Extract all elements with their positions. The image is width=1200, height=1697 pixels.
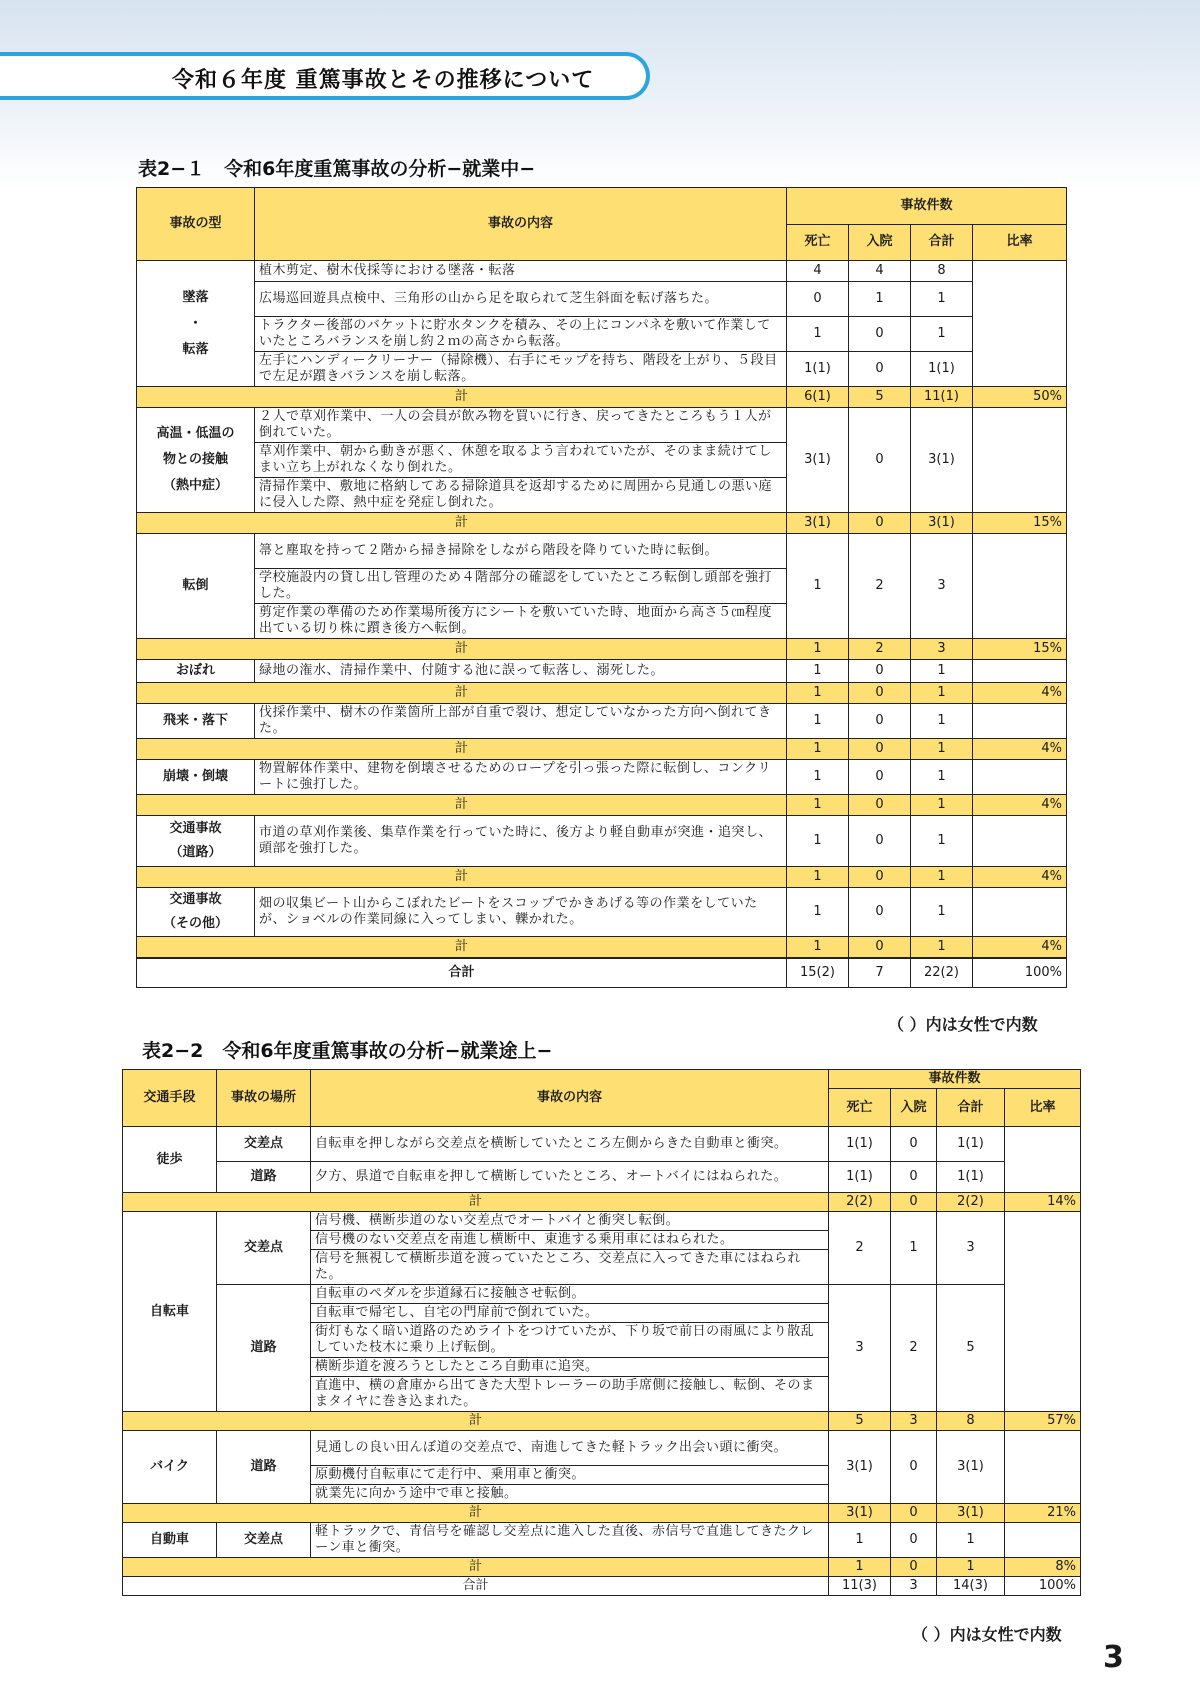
grand-total-ratio: 100% xyxy=(1005,1577,1081,1596)
subtotal-ratio: 50% xyxy=(973,387,1067,408)
col-header-total: 合計 xyxy=(937,1089,1005,1127)
ratio-cell xyxy=(1005,1212,1081,1412)
accident-type-cell xyxy=(137,888,255,937)
col-header-ratio: 比率 xyxy=(973,224,1067,261)
subtotal-row xyxy=(137,683,1067,704)
place-cell: 交差点 xyxy=(217,1212,311,1285)
accident-content: 自転車で帰宅し、自宅の門扉前で倒れていた。 xyxy=(311,1304,829,1323)
hospital-count: 0 xyxy=(849,704,911,739)
hospital-count: 1 xyxy=(891,1212,937,1285)
col-header-content: 事故の内容 xyxy=(311,1070,829,1127)
ratio-cell xyxy=(973,408,1067,513)
accident-content: 物置解体作業中、建物を倒壊させるためのロープを引っ張った際に転倒し、コンクリートに強打した。 xyxy=(255,760,787,795)
table1-header-row xyxy=(137,188,1067,225)
accident-content: 市道の草刈作業後、集草作業を行っていた時に、後方より軽自動車が突進・追突し、頭部を強打した。 xyxy=(255,816,787,867)
table-row xyxy=(123,1431,1081,1466)
subtotal-ratio: 57% xyxy=(1005,1412,1081,1431)
subtotal-ratio: 21% xyxy=(1005,1504,1081,1523)
subtotal-label: 計 xyxy=(137,937,787,959)
subtotal-hospital: 0 xyxy=(849,937,911,959)
subtotal-label: 計 xyxy=(123,1193,829,1212)
hospital-count: 0 xyxy=(891,1431,937,1504)
accident-content: 直進中、横の倉庫から出てきた大型トレーラーの助手席側に接触し、転倒、そのままタイヤに巻き込まれた。 xyxy=(311,1377,829,1412)
subtotal-ratio: 4% xyxy=(973,795,1067,816)
accident-content: 夕方、県道で自転車を押して横断していたところ、オートバイにはねられた。 xyxy=(311,1162,829,1193)
accident-content: 信号機、横断歩道のない交差点でオートバイと衝突し転倒。 xyxy=(311,1212,829,1231)
col-header-death: 死亡 xyxy=(787,224,849,261)
accident-content: 信号を無視して横断歩道を渡っていたところ、交差点に入ってきた車にはねられた。 xyxy=(311,1250,829,1285)
total-count: 8 xyxy=(911,261,973,282)
hospital-count: 0 xyxy=(849,660,911,683)
death-count: 1 xyxy=(787,816,849,867)
total-count: 1(1) xyxy=(911,352,973,387)
subtotal-hospital: 0 xyxy=(849,795,911,816)
table2-note: （ ）内は女性で内数 xyxy=(912,1625,1062,1644)
table-row xyxy=(137,408,1067,443)
subtotal-hospital: 5 xyxy=(849,387,911,408)
ratio-cell xyxy=(973,261,1067,387)
table-row xyxy=(137,317,1067,352)
accident-content: 植木剪定、樹木伐採等における墜落・転落 xyxy=(255,261,787,282)
subtotal-ratio: 15% xyxy=(973,639,1067,660)
col-header-count: 事故件数 xyxy=(829,1070,1081,1089)
subtotal-total: 1 xyxy=(911,739,973,760)
hospital-count: 0 xyxy=(891,1162,937,1193)
accident-content: 伐採作業中、樹木の作業箇所上部が自重で裂け、想定していなかった方向へ倒れてきた。 xyxy=(255,704,787,739)
subtotal-hospital: 0 xyxy=(891,1504,937,1523)
subtotal-hospital: 3 xyxy=(891,1412,937,1431)
col-header-total: 合計 xyxy=(911,224,973,261)
total-count: 1(1) xyxy=(937,1162,1005,1193)
subtotal-death: 5 xyxy=(829,1412,891,1431)
table-row xyxy=(137,660,1067,683)
subtotal-total: 2(2) xyxy=(937,1193,1005,1212)
subtotal-ratio: 15% xyxy=(973,513,1067,534)
total-count: 1 xyxy=(911,317,973,352)
table-row xyxy=(137,534,1067,569)
hospital-count: 0 xyxy=(891,1127,937,1162)
subtotal-label: 計 xyxy=(123,1558,829,1577)
accident-content: 信号機のない交差点を南進し横断中、東進する乗用車にはねられた。 xyxy=(311,1231,829,1250)
hospital-count: 0 xyxy=(849,760,911,795)
accident-content: 街灯もなく暗い道路のためライトをつけていたが、下り坂で前日の雨風により散乱していた枝木に乗り上げ転倒。 xyxy=(311,1323,829,1358)
subtotal-label: 計 xyxy=(137,867,787,888)
subtotal-ratio: 4% xyxy=(973,739,1067,760)
total-count: 3(1) xyxy=(911,408,973,513)
subtotal-total: 11(1) xyxy=(911,387,973,408)
col-header-place: 事故の場所 xyxy=(217,1070,311,1127)
grand-total-hospital: 7 xyxy=(849,958,911,988)
subtotal-label: 計 xyxy=(137,639,787,660)
subtotal-death: 1 xyxy=(829,1558,891,1577)
subtotal-total: 1 xyxy=(911,795,973,816)
grand-total-row xyxy=(123,1577,1081,1596)
table-row xyxy=(137,760,1067,795)
table-row xyxy=(137,352,1067,387)
ratio-cell xyxy=(973,816,1067,867)
accident-type-cell: 崩壊・倒壊 xyxy=(137,760,255,795)
total-count: 1(1) xyxy=(937,1127,1005,1162)
accident-type-cell xyxy=(137,534,255,639)
death-count: 2 xyxy=(829,1212,891,1285)
col-header-type: 事故の型 xyxy=(137,188,255,261)
death-count: 1 xyxy=(787,660,849,683)
subtotal-total: 1 xyxy=(911,937,973,959)
grand-total-total: 14(3) xyxy=(937,1577,1005,1596)
subtotal-hospital: 2 xyxy=(849,639,911,660)
accident-content: 剪定作業の準備のため作業場所後方にシートを敷いていた時、地面から高さ５㎝程度出ている切り株に躓き後方へ転倒。 xyxy=(255,604,787,639)
subtotal-death: 1 xyxy=(787,795,849,816)
subtotal-hospital: 0 xyxy=(891,1193,937,1212)
ratio-cell xyxy=(1005,1127,1081,1193)
type-line: 転落 xyxy=(182,341,209,357)
table-row xyxy=(137,282,1067,317)
col-header-hospital: 入院 xyxy=(849,224,911,261)
grand-total-row xyxy=(137,958,1067,988)
ratio-cell xyxy=(1005,1431,1081,1504)
accident-content: 見通しの良い田んぼ道の交差点で、南進してきた軽トラック出会い頭に衝突。 xyxy=(311,1431,829,1466)
place-cell: 道路 xyxy=(217,1285,311,1412)
table1-caption: 表2−１ 令和6年度重篤事故の分析−就業中− xyxy=(138,158,536,180)
table2-header-row xyxy=(123,1070,1081,1089)
subtotal-row xyxy=(123,1558,1081,1577)
grand-total-ratio: 100% xyxy=(973,958,1067,988)
grand-total-total: 22(2) xyxy=(911,958,973,988)
subtotal-row xyxy=(137,639,1067,660)
type-line: 交通事故 xyxy=(169,821,222,836)
total-count: 1 xyxy=(911,760,973,795)
death-count: 3 xyxy=(829,1285,891,1412)
type-line: （その他） xyxy=(162,916,228,931)
accident-type-cell: 飛来・落下 xyxy=(137,704,255,739)
subtotal-ratio: 4% xyxy=(973,683,1067,704)
subtotal-total: 3 xyxy=(911,639,973,660)
accident-content: 広場巡回遊具点検中、三角形の山から足を取られて芝生斜面を転げ落ちた。 xyxy=(255,282,787,317)
table-row xyxy=(137,704,1067,739)
subtotal-total: 3(1) xyxy=(911,513,973,534)
table-row xyxy=(123,1285,1081,1304)
hospital-count: 1 xyxy=(849,282,911,317)
death-count: 1 xyxy=(787,888,849,937)
death-count: 1 xyxy=(829,1523,891,1558)
accident-content: 自転車のペダルを歩道縁石に接触させ転倒。 xyxy=(311,1285,829,1304)
col-header-hospital: 入院 xyxy=(891,1089,937,1127)
subtotal-row xyxy=(123,1504,1081,1523)
subtotal-row xyxy=(137,937,1067,959)
hospital-count: 0 xyxy=(849,888,911,937)
table-row xyxy=(123,1212,1081,1231)
grand-total-label: 合計 xyxy=(123,1577,829,1596)
page-title: 令和６年度 重篤事故とその推移について xyxy=(172,68,595,93)
grand-total-death: 15(2) xyxy=(787,958,849,988)
total-count: 1 xyxy=(911,660,973,683)
subtotal-death: 3(1) xyxy=(787,513,849,534)
subtotal-row xyxy=(137,795,1067,816)
subtotal-hospital: 0 xyxy=(849,739,911,760)
total-count: 3 xyxy=(937,1212,1005,1285)
subtotal-death: 2(2) xyxy=(829,1193,891,1212)
type-line: （熱中症） xyxy=(162,478,228,493)
subtotal-death: 1 xyxy=(787,683,849,704)
accident-content: ２人で草刈作業中、一人の会員が飲み物を買いに行き、戻ってきたところもう１人が倒れていた。 xyxy=(255,408,787,443)
hospital-count: 0 xyxy=(849,352,911,387)
page-number: 3 xyxy=(1103,1640,1124,1675)
accident-type-cell xyxy=(137,408,255,513)
table2-caption: 表2−2 令和6年度重篤事故の分析−就業途上− xyxy=(142,1040,553,1062)
col-header-death: 死亡 xyxy=(829,1089,891,1127)
accident-type-cell: おぼれ xyxy=(137,660,255,683)
subtotal-total: 1 xyxy=(911,683,973,704)
type-line: 転倒 xyxy=(182,578,209,593)
col-header-means: 交通手段 xyxy=(123,1070,217,1127)
total-count: 3(1) xyxy=(937,1431,1005,1504)
table-row xyxy=(123,1523,1081,1558)
subtotal-death: 1 xyxy=(787,739,849,760)
type-line: ・ xyxy=(188,315,202,331)
subtotal-death: 1 xyxy=(787,639,849,660)
grand-total-hospital: 3 xyxy=(891,1577,937,1596)
hospital-count: 4 xyxy=(849,261,911,282)
total-count: 1 xyxy=(911,282,973,317)
total-count: 1 xyxy=(911,704,973,739)
hospital-count: 0 xyxy=(849,317,911,352)
total-count: 3 xyxy=(911,534,973,639)
subtotal-label: 計 xyxy=(123,1504,829,1523)
accident-content: 学校施設内の貸し出し管理のため４階部分の確認をしていたところ転倒し頭部を強打した。 xyxy=(255,569,787,604)
hospital-count: 2 xyxy=(891,1285,937,1412)
death-count: 1(1) xyxy=(829,1162,891,1193)
accident-content: 箒と塵取を持って２階から掃き掃除をしながら階段を降りていた時に転倒。 xyxy=(255,534,787,569)
hospital-count: 2 xyxy=(849,534,911,639)
death-count: 3(1) xyxy=(829,1431,891,1504)
hospital-count: 0 xyxy=(849,816,911,867)
death-count: 1 xyxy=(787,534,849,639)
subtotal-row xyxy=(137,867,1067,888)
place-cell: 交差点 xyxy=(217,1523,311,1558)
type-line: 交通事故 xyxy=(169,892,222,907)
grand-total-death: 11(3) xyxy=(829,1577,891,1596)
accident-content: 軽トラックで、青信号を確認し交差点に進入した直後、赤信号で直進してきたクレーン車と衝突。 xyxy=(311,1523,829,1558)
ratio-cell xyxy=(973,704,1067,739)
death-count: 4 xyxy=(787,261,849,282)
accident-content: 自転車を押しながら交差点を横断していたところ左側からきた自動車と衝突。 xyxy=(311,1127,829,1162)
accident-content: 緑地の潅水、清掃作業中、付随する池に誤って転落し、溺死した。 xyxy=(255,660,787,683)
total-count: 5 xyxy=(937,1285,1005,1412)
accident-content: 原動機付自転車にて走行中、乗用車と衝突。 xyxy=(311,1466,829,1485)
total-count: 1 xyxy=(911,816,973,867)
subtotal-death: 3(1) xyxy=(829,1504,891,1523)
accident-content: 草刈作業中、朝から動きが悪く、休憩を取るよう言われていたが、そのまま続けてしまい立ち上がれなくなり倒れた。 xyxy=(255,443,787,478)
subtotal-hospital: 0 xyxy=(849,513,911,534)
total-count: 1 xyxy=(911,888,973,937)
ratio-cell xyxy=(1005,1523,1081,1558)
death-count: 3(1) xyxy=(787,408,849,513)
total-count: 1 xyxy=(937,1523,1005,1558)
subtotal-row xyxy=(123,1412,1081,1431)
subtotal-label: 計 xyxy=(137,795,787,816)
ratio-cell xyxy=(973,760,1067,795)
accident-content: 横断歩道を渡ろうとしたところ自動車に追突。 xyxy=(311,1358,829,1377)
subtotal-ratio: 4% xyxy=(973,937,1067,959)
subtotal-hospital: 0 xyxy=(849,867,911,888)
col-header-ratio: 比率 xyxy=(1005,1089,1081,1127)
subtotal-row xyxy=(137,739,1067,760)
subtotal-label: 計 xyxy=(137,683,787,704)
table-row xyxy=(137,888,1067,937)
accident-content: 清掃作業中、敷地に格納してある掃除道具を返却するために周囲から見通しの悪い庭に侵入した際、熱中症を発症し倒れた。 xyxy=(255,478,787,513)
ratio-cell xyxy=(973,660,1067,683)
hospital-count: 0 xyxy=(891,1523,937,1558)
table1-note: （ ）内は女性で内数 xyxy=(888,1015,1038,1034)
death-count: 1 xyxy=(787,317,849,352)
subtotal-death: 1 xyxy=(787,937,849,959)
subtotal-ratio: 4% xyxy=(973,867,1067,888)
subtotal-row xyxy=(137,513,1067,534)
place-cell: 道路 xyxy=(217,1431,311,1504)
table-row xyxy=(123,1162,1081,1193)
place-cell: 道路 xyxy=(217,1162,311,1193)
place-cell: 交差点 xyxy=(217,1127,311,1162)
hospital-count: 0 xyxy=(849,408,911,513)
accident-content: 左手にハンディークリーナー（掃除機）、右手にモップを持ち、階段を上がり、５段目で左足が躓きバランスを崩し転落。 xyxy=(255,352,787,387)
subtotal-hospital: 0 xyxy=(849,683,911,704)
subtotal-total: 8 xyxy=(937,1412,1005,1431)
accident-content: 畑の収集ビート山からこぼれたビートをスコップでかきあげる等の作業をしていたが、ショベルの作業同線に入ってしまい、轢かれた。 xyxy=(255,888,787,937)
ratio-cell xyxy=(973,888,1067,937)
accident-content: トラクター後部のバケットに貯水タンクを積み、その上にコンパネを敷いて作業していたところバランスを崩し約２ｍの高さから転落。 xyxy=(255,317,787,352)
subtotal-total: 1 xyxy=(937,1558,1005,1577)
subtotal-death: 1 xyxy=(787,867,849,888)
subtotal-death: 6(1) xyxy=(787,387,849,408)
table-row xyxy=(123,1127,1081,1162)
death-count: 1 xyxy=(787,760,849,795)
type-line: （道路） xyxy=(169,845,222,860)
subtotal-label: 計 xyxy=(123,1412,829,1431)
death-count: 0 xyxy=(787,282,849,317)
subtotal-row xyxy=(123,1193,1081,1212)
death-count: 1(1) xyxy=(829,1127,891,1162)
table-row xyxy=(137,261,1067,282)
death-count: 1(1) xyxy=(787,352,849,387)
table1 xyxy=(136,187,1067,988)
subtotal-ratio: 14% xyxy=(1005,1193,1081,1212)
accident-content: 就業先に向かう途中で車と接触。 xyxy=(311,1485,829,1504)
subtotal-hospital: 0 xyxy=(891,1558,937,1577)
subtotal-ratio: 8% xyxy=(1005,1558,1081,1577)
type-line: 高温・低温の xyxy=(156,426,235,441)
subtotal-total: 3(1) xyxy=(937,1504,1005,1523)
type-line: 墜落 xyxy=(182,289,209,305)
death-count: 1 xyxy=(787,704,849,739)
subtotal-label: 計 xyxy=(137,387,787,408)
col-header-content: 事故の内容 xyxy=(255,188,787,261)
accident-type-cell xyxy=(137,261,255,387)
means-cell: バイク xyxy=(123,1431,217,1504)
col-header-count: 事故件数 xyxy=(787,188,1067,225)
means-cell: 自転車 xyxy=(123,1212,217,1412)
table-row xyxy=(137,816,1067,867)
subtotal-row xyxy=(137,387,1067,408)
grand-total-label: 合計 xyxy=(137,958,787,988)
accident-type-cell xyxy=(137,816,255,867)
type-line: 物との接触 xyxy=(162,452,228,467)
subtotal-label: 計 xyxy=(137,513,787,534)
means-cell: 自動車 xyxy=(123,1523,217,1558)
means-cell: 徒歩 xyxy=(123,1127,217,1193)
ratio-cell xyxy=(973,534,1067,639)
table2 xyxy=(122,1069,1081,1596)
subtotal-total: 1 xyxy=(911,867,973,888)
title-banner xyxy=(0,52,650,100)
subtotal-label: 計 xyxy=(137,739,787,760)
